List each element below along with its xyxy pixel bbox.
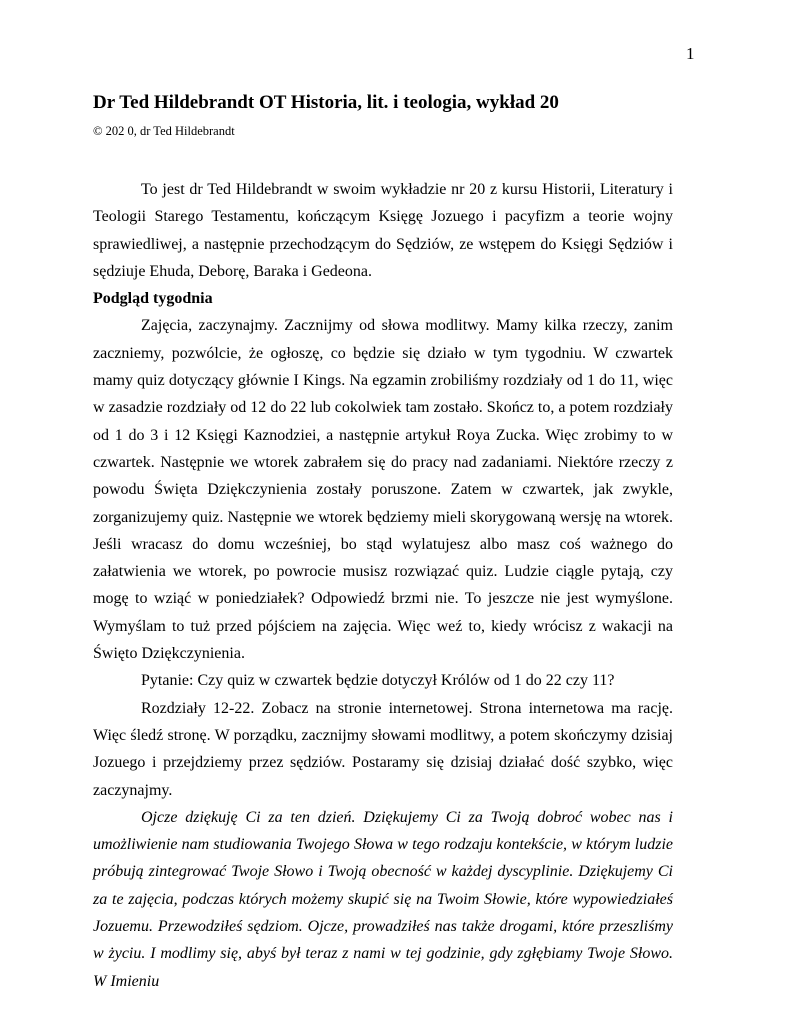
intro-paragraph: To jest dr Ted Hildebrandt w swoim wykładzie nr 20 z kursu Historii, Literatury i Teologii Starego Testamentu, kończącym Księgę Jozuego i pacyfizm a teorie wojny sprawiedliwej, a następnie przechodzącym do Sędziów, ze wstępem do Księgi Sędziów i sędziuje Ehuda, Deborę, Baraka i Gedeona. (93, 181, 673, 280)
document-title: Dr Ted Hildebrandt OT Historia, lit. i teologia, wykład 20 (93, 92, 559, 113)
question-paragraph: Pytanie: Czy quiz w czwartek będzie dotyczył Królów od 1 do 22 czy 11? (141, 672, 615, 690)
prayer-paragraph: Ojcze dziękuję Ci za ten dzień. Dziękujemy Ci za Twoją dobroć wobec nas i umożliwienie nam studiowania Twojego Słowa w tego rodzaju kontekście, w którym ludzie próbują zintegrować Twoje Słowo i Twoją obecność w każdej dyscyplinie. Dziękujemy Ci za te zajęcia, podczas których możemy skupić się na Twoim Słowie, które wypowiedziałeś Jozuemu. Przewodziłeś sędziom. Ojcze, prowadziłeś nas także drogami, które przeszliśmy w życiu. I modlimy się, abyś był teraz z nami w tej godzinie, gdy zgłębiamy Twoje Słowo. W Imieniu (93, 808, 673, 990)
answer-paragraph: Rozdziały 12-22. Zobacz na stronie internetowej. Strona internetowa ma rację. Więc śledź stronę. W porządku, zacznijmy słowami modlitwy, a potem skończymy dzisiaj Jozuego i przejdziemy przez sędziów. Postaramy się dzisiaj działać dość szybko, więc zaczynajmy. (93, 699, 673, 799)
preview-paragraph: Zajęcia, zaczynajmy. Zacznijmy od słowa modlitwy. Mamy kilka rzeczy, zanim zaczniemy, pozwólcie, że ogłoszę, co będzie się działo w tym tygodniu. W czwartek mamy quiz dotyczący głównie I Kings. Na egzamin zrobiliśmy rozdziały od 1 do 11, więc w zasadzie rozdziały od 12 do 22 lub cokolwiek tam zostało. Skończ to, a potem rozdziały od 1 do 3 i 12 Księgi Kaznodziei, a następnie artykuł Roya Zucka. Więc zrobimy to w czwartek. Następnie we wtorek zabrałem się do pracy nad zadaniami. Niektóre rzeczy z powodu Święta Dziękczynienia zostały poruszone. Zatem w czwartek, jak zwykle, zorganizujemy quiz. Następnie we wtorek będziemy mieli skorygowaną wersję na wtorek. Jeśli wracasz do domu wcześniej, bo stąd wylatujesz albo masz coś ważnego do załatwienia we wtorek, po powrocie musisz rozwiązać quiz. Ludzie ciągle pytają, czy mogę to wziąć w poniedziałek? Odpowiedź brzmi nie. To jeszcze nie jest wymyślone. Wymyślam to tuż przed pójściem na zajęcia. Więc weź to, kiedy wrócisz z wakacji na Święto Dziękczynienia. (93, 317, 673, 663)
page-number: 1 (686, 44, 695, 63)
copyright-line: © 202 0, dr Ted Hildebrandt (93, 124, 235, 138)
section-heading: Podgląd tygodnia (93, 290, 213, 308)
document-body (93, 176, 673, 995)
